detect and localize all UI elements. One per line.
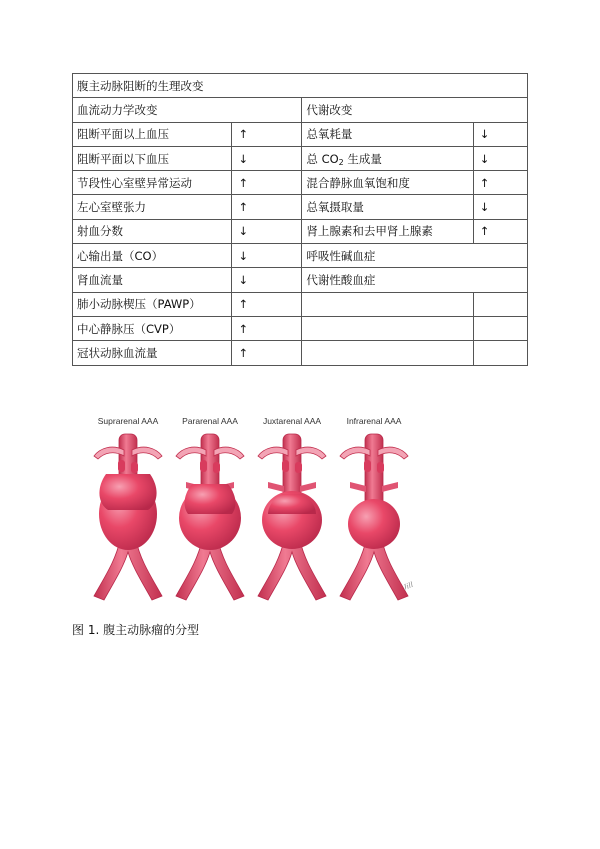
- co2-subscript: 2: [338, 157, 344, 167]
- hemo-item: 左心室壁张力: [73, 195, 232, 219]
- metab-item: 代谢性酸血症: [302, 268, 528, 292]
- metab-item: 总氧摄取量: [302, 195, 473, 219]
- metab-arrow: ↓: [473, 195, 527, 219]
- hemo-item: 肾血流量: [73, 268, 232, 292]
- label-juxtarenal: Juxtarenal AAA: [262, 416, 322, 426]
- aaa-juxtarenal: [258, 416, 326, 600]
- hemo-arrow: ↑: [232, 292, 302, 316]
- metab-item: 呼吸性碱血症: [302, 244, 528, 268]
- table-row: [73, 146, 528, 170]
- aaa-pararenal: [176, 416, 244, 600]
- hemo-arrow: ↑: [232, 122, 302, 146]
- hemo-arrow: ↑: [232, 341, 302, 365]
- metab-item: 肾上腺素和去甲肾上腺素: [302, 219, 473, 243]
- label-infrarenal: Infrarenal AAA: [346, 416, 402, 426]
- metab-arrow: ↓: [473, 122, 527, 146]
- physiology-table: [72, 73, 528, 366]
- metab-arrow-empty: [473, 316, 527, 340]
- table-row: [73, 219, 528, 243]
- co2-suffix: 生成量: [343, 151, 382, 166]
- table-row: [73, 171, 528, 195]
- metab-item-empty: [302, 316, 473, 340]
- metab-item: 总氧耗量: [302, 122, 473, 146]
- table-header-row: [73, 98, 528, 122]
- label-pararenal: Pararenal AAA: [182, 416, 238, 426]
- co2-prefix: 总 CO: [306, 151, 339, 166]
- table-row: [73, 122, 528, 146]
- metab-arrow-empty: [473, 292, 527, 316]
- artist-signature: Jill: [401, 579, 415, 592]
- metab-arrow: ↓: [473, 146, 527, 170]
- aaa-classification-figure: [88, 410, 418, 610]
- table-title-row: [73, 74, 528, 98]
- header-hemodynamic: 血流动力学改变: [73, 98, 302, 122]
- metab-item: [302, 146, 473, 170]
- hemo-arrow: ↓: [232, 244, 302, 268]
- table-row: [73, 341, 528, 365]
- table-row: [73, 316, 528, 340]
- hemo-item: 阻断平面以上血压: [73, 122, 232, 146]
- header-metabolic: 代谢改变: [302, 98, 528, 122]
- hemo-arrow: ↑: [232, 316, 302, 340]
- metab-arrow-empty: [473, 341, 527, 365]
- aaa-suprarenal: [94, 416, 162, 600]
- metab-arrow: ↑: [473, 219, 527, 243]
- hemo-arrow: ↑: [232, 195, 302, 219]
- metab-item-empty: [302, 292, 473, 316]
- table-title: 腹主动脉阻断的生理改变: [73, 74, 528, 98]
- label-suprarenal: Suprarenal AAA: [97, 416, 159, 426]
- table-row: [73, 268, 528, 292]
- metab-item-empty: [302, 341, 473, 365]
- hemo-item: 阻断平面以下血压: [73, 146, 232, 170]
- hemo-arrow: ↓: [232, 146, 302, 170]
- figure-caption: 图 1. 腹主动脉瘤的分型: [72, 623, 200, 637]
- hemo-item: 中心静脉压（CVP）: [73, 316, 232, 340]
- metab-arrow: ↑: [473, 171, 527, 195]
- hemo-arrow: ↓: [232, 268, 302, 292]
- hemo-item: 节段性心室壁异常运动: [73, 171, 232, 195]
- table-row: [73, 195, 528, 219]
- hemo-arrow: ↓: [232, 219, 302, 243]
- hemo-item: 射血分数: [73, 219, 232, 243]
- hemo-item: 心输出量（CO）: [73, 244, 232, 268]
- table-row: [73, 292, 528, 316]
- metab-item: 混合静脉血氧饱和度: [302, 171, 473, 195]
- table-row: [73, 244, 528, 268]
- hemo-item: 肺小动脉楔压（PAWP）: [73, 292, 232, 316]
- hemo-arrow: ↑: [232, 171, 302, 195]
- hemo-item: 冠状动脉血流量: [73, 341, 232, 365]
- aaa-infrarenal: [340, 416, 408, 600]
